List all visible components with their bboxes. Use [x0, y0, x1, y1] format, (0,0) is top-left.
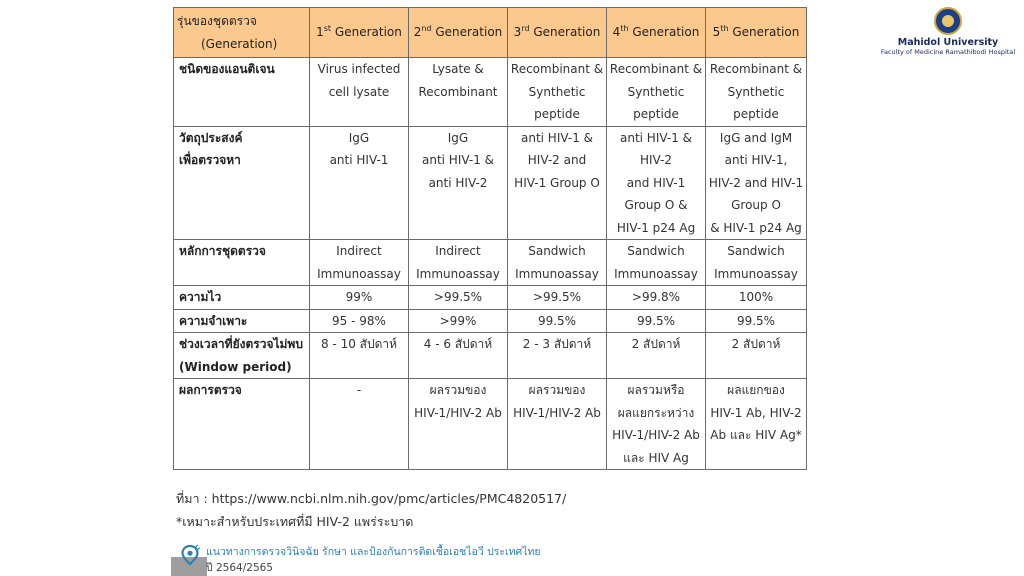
university-logo: [878, 7, 1018, 57]
table-cell: 95 - 98%: [310, 309, 409, 333]
table-cell: Recombinant & Synthetic peptide: [607, 58, 706, 127]
gen-label: Generation: [435, 25, 503, 40]
header-gen-4: [607, 8, 706, 58]
row-header: ผลการตรวจ: [174, 379, 310, 470]
table-cell: ผลรวมหรือ ผลแยกระหว่าง HIV-1/HIV-2 Ab และ HIV Ag: [607, 379, 706, 470]
table-cell: >99%: [409, 309, 508, 333]
row-header: ความไว: [174, 286, 310, 310]
gen-num: 2: [413, 25, 422, 40]
header-generation-title: [174, 8, 310, 58]
gen-sup: rd: [521, 24, 530, 34]
row-header: ชนิดของแอนติเจน: [174, 58, 310, 127]
table-cell: Recombinant & Synthetic peptide: [508, 58, 607, 127]
gen-label: Generation: [632, 25, 700, 40]
table-cell: ผลรวมของ HIV-1/HIV-2 Ab: [409, 379, 508, 470]
university-seal-icon: [934, 7, 962, 35]
hiv-test-generation-table: [173, 7, 807, 470]
row-header: ความจำเพาะ: [174, 309, 310, 333]
table-cell: 100%: [706, 286, 807, 310]
gen-num: 3: [513, 25, 522, 40]
row-header: วัตถุประสงค์ เพื่อตรวจหา: [174, 126, 310, 240]
row-header: หลักการชุดตรวจ: [174, 240, 310, 286]
table-row: [174, 58, 807, 127]
table-cell: Sandwich Immunoassay: [607, 240, 706, 286]
gen-sup: th: [720, 24, 729, 34]
table-cell: Indirect Immunoassay: [310, 240, 409, 286]
table-cell: 4 - 6 สัปดาห์: [409, 333, 508, 379]
table-cell: Virus infected cell lysate: [310, 58, 409, 127]
table-cell: Sandwich Immunoassay: [508, 240, 607, 286]
gen-label: Generation: [533, 25, 601, 40]
table-header-row: [174, 8, 807, 58]
table-cell: IgG anti HIV-1 & anti HIV-2: [409, 126, 508, 240]
header-gen-5: [706, 8, 807, 58]
table-cell: ผลแยกของ HIV-1 Ab, HIV-2 Ab และ HIV Ag*: [706, 379, 807, 470]
table-cell: Recombinant & Synthetic peptide: [706, 58, 807, 127]
table-row: [174, 309, 807, 333]
table-cell: 2 สัปดาห์: [607, 333, 706, 379]
table-cell: Indirect Immunoassay: [409, 240, 508, 286]
gen-sup: st: [323, 24, 332, 34]
footnote: *เหมาะสำหรับประเทศที่มี HIV-2 แพร่ระบาด: [176, 514, 414, 529]
faculty-name: Faculty of Medicine Ramathibodi Hospital: [880, 48, 1016, 56]
gen-num: 4: [612, 25, 621, 40]
table-cell: 8 - 10 สัปดาห์: [310, 333, 409, 379]
header-title-line2: (Generation): [201, 36, 278, 51]
table-cell: 99%: [310, 286, 409, 310]
table-cell: >99.5%: [409, 286, 508, 310]
table-cell: Lysate & Recombinant: [409, 58, 508, 127]
table-row: [174, 126, 807, 240]
table-cell: >99.8%: [607, 286, 706, 310]
gen-sup: th: [620, 24, 629, 34]
gen-sup: nd: [421, 24, 432, 34]
gen-label: Generation: [334, 25, 402, 40]
header-gen-2: [409, 8, 508, 58]
source-citation: ที่มา : https://www.ncbi.nlm.nih.gov/pmc/articles/PMC4820517/: [176, 491, 567, 506]
guideline-title: แนวทางการตรวจวินิจฉัย รักษา และป้องกันการติดเชื้อเอชไอวี ประเทศไทย: [206, 546, 541, 558]
table-cell: 99.5%: [508, 309, 607, 333]
header-gen-3: [508, 8, 607, 58]
table-cell: -: [310, 379, 409, 470]
table-row: [174, 240, 807, 286]
gen-num: 1: [316, 25, 324, 40]
header-gen-1: [310, 8, 409, 58]
university-name: Mahidol University: [897, 37, 999, 48]
table-cell: 2 - 3 สัปดาห์: [508, 333, 607, 379]
table-cell: >99.5%: [508, 286, 607, 310]
table-cell: IgG and IgM anti HIV-1, HIV-2 and HIV-1 Group O & HIV-1 p24 Ag: [706, 126, 807, 240]
table-row: [174, 286, 807, 310]
table-row: [174, 333, 807, 379]
header-title-line1: รุ่นของชุดตรวจ: [177, 14, 257, 28]
table-body: [174, 58, 807, 470]
table-cell: 99.5%: [607, 309, 706, 333]
table-cell: ผลรวมของ HIV-1/HIV-2 Ab: [508, 379, 607, 470]
table-cell: anti HIV-1 & HIV-2 and HIV-1 Group O: [508, 126, 607, 240]
table-cell: 2 สัปดาห์: [706, 333, 807, 379]
table-cell: 99.5%: [706, 309, 807, 333]
table-cell: anti HIV-1 & HIV-2 and HIV-1 Group O & HIV-1 p24 Ag: [607, 126, 706, 240]
table-row: [174, 379, 807, 470]
gen-num: 5: [712, 25, 721, 40]
location-pin-icon: [179, 544, 201, 566]
table-cell: IgG anti HIV-1: [310, 126, 409, 240]
gen-label: Generation: [732, 25, 800, 40]
guideline-year: ปี 2564/2565: [206, 562, 273, 574]
table-cell: Sandwich Immunoassay: [706, 240, 807, 286]
row-header: ช่วงเวลาที่ยังตรวจไม่พบ (Window period): [174, 333, 310, 379]
